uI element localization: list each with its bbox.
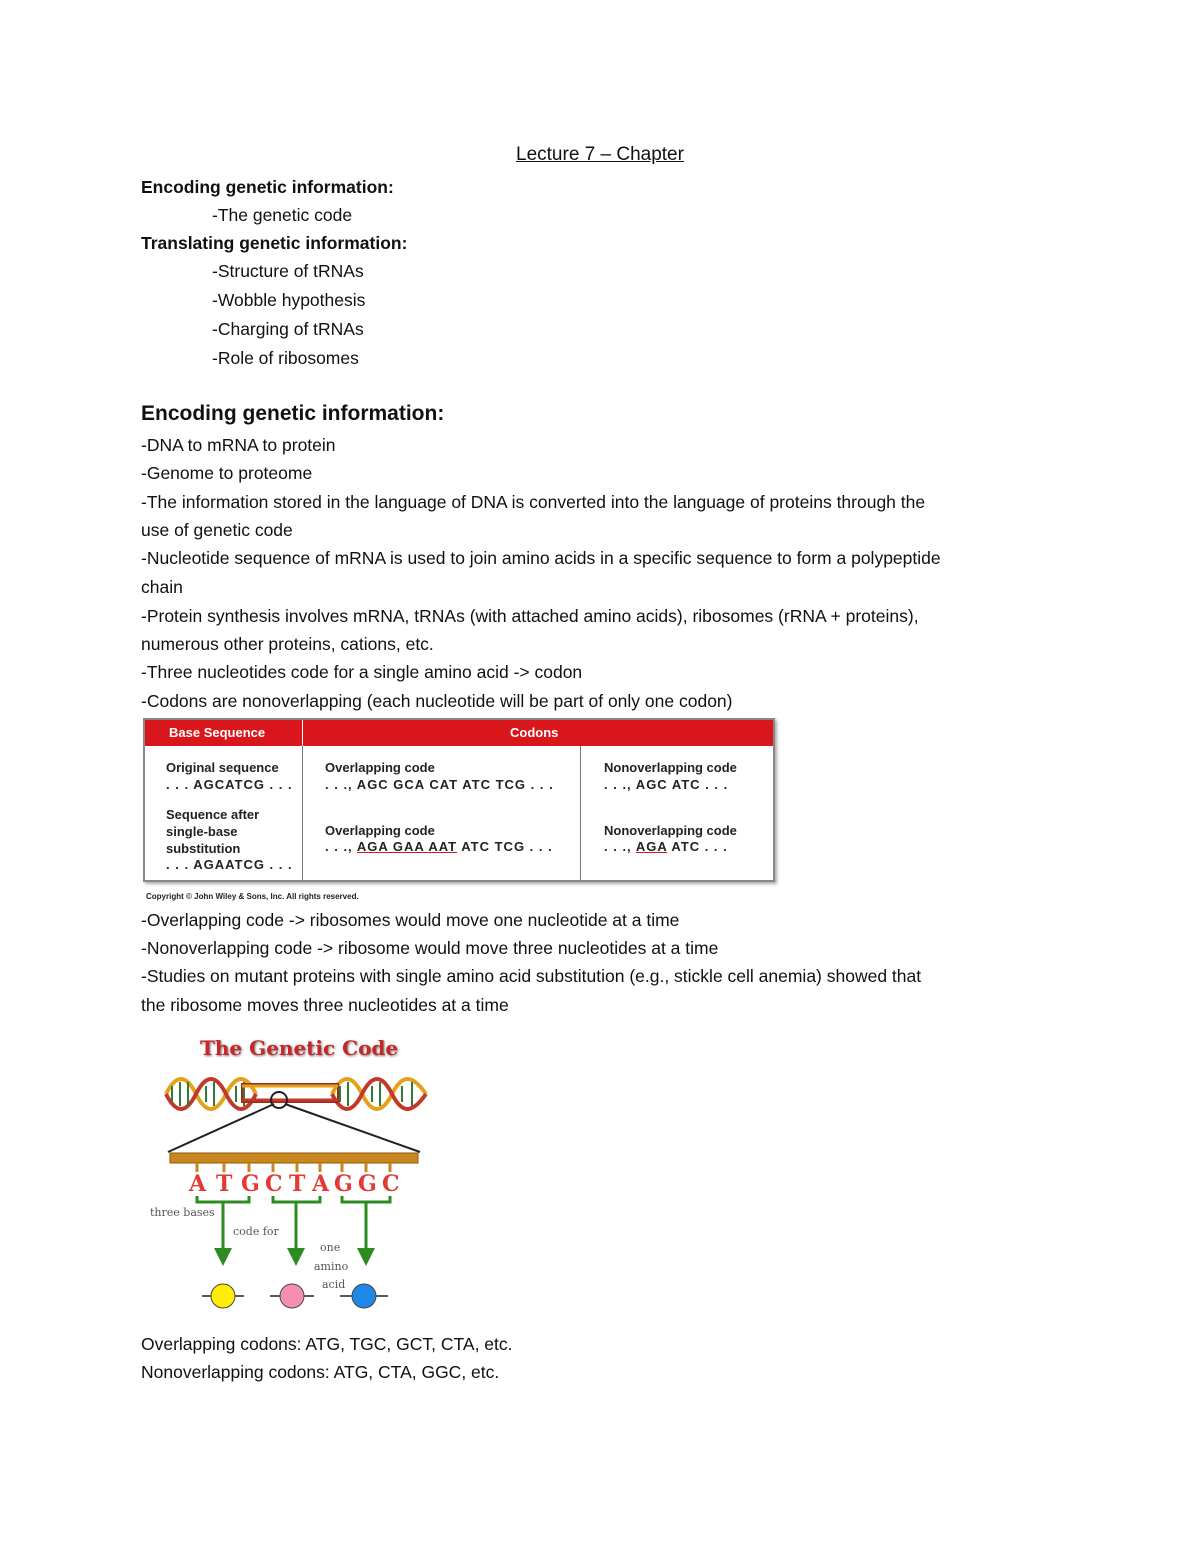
outline-heading-encoding: Encoding genetic information:: [141, 177, 394, 197]
nonoverlapping-code-value: . . ., AGC ATC . . .: [604, 777, 729, 792]
sequence-prefix: . . .,: [325, 839, 357, 854]
base-letter: A: [312, 1171, 330, 1197]
nonoverlapping-code-label: Nonoverlapping code: [604, 760, 737, 775]
base-letter: G: [241, 1171, 260, 1197]
section-line: numerous other proteins, cations, etc.: [141, 634, 434, 654]
figure-title: The Genetic Code: [200, 1036, 399, 1060]
strand-backbone: [170, 1153, 418, 1163]
label-amino: amino: [314, 1260, 349, 1273]
arrow-down-icon: [214, 1248, 232, 1266]
footer-line: Nonoverlapping codons: ATG, CTA, GGC, etc.: [141, 1362, 500, 1382]
section-line: -Genome to proteome: [141, 463, 313, 483]
overlapping-code-value: . . ., AGC GCA CAT ATC TCG . . .: [325, 777, 554, 792]
base-letter: A: [189, 1171, 207, 1197]
sequence-prefix: . . .,: [604, 839, 636, 854]
substitution-label-line: Sequence after: [166, 807, 260, 822]
section-line: -DNA to mRNA to protein: [141, 435, 336, 455]
codon-table: [143, 718, 775, 882]
original-sequence-value: . . . AGCATCG . . .: [166, 777, 293, 792]
header-codons: Codons: [510, 725, 559, 740]
base-letter: C: [382, 1171, 400, 1197]
outline-item: -Wobble hypothesis: [212, 290, 366, 310]
nonoverlapping-code-mutant-value: [604, 839, 728, 855]
substituted-sequence-value: . . . AGAATCG . . .: [166, 857, 293, 872]
body-line: the ribosome moves three nucleotides at a time: [141, 995, 509, 1015]
section-heading: Encoding genetic information:: [141, 402, 445, 425]
base-letter: T: [289, 1171, 306, 1197]
body-line: -Studies on mutant proteins with single amino acid substitution (e.g., stickle cell anemia) showed that: [141, 966, 922, 986]
outline-item: -Structure of tRNAs: [212, 261, 364, 281]
header-divider: [302, 720, 303, 746]
column-divider: [302, 746, 303, 880]
section-line: -The information stored in the language of DNA is converted into the language of proteins through the: [141, 492, 926, 512]
base-letter: G: [334, 1171, 353, 1197]
section-line: -Codons are nonoverlapping (each nucleotide will be part of only one codon): [141, 691, 733, 711]
outline-item: -Role of ribosomes: [212, 348, 359, 368]
dna-helix-icon: [166, 1079, 426, 1109]
section-line: -Nucleotide sequence of mRNA is used to join amino acids in a specific sequence to form a polypeptide: [141, 548, 941, 568]
figure-copyright: Copyright © John Wiley & Sons, Inc. All rights reserved.: [146, 892, 359, 901]
amino-acid-icon: [280, 1284, 304, 1308]
codon-table-header: [145, 720, 773, 746]
base-letter: T: [216, 1171, 233, 1197]
amino-acid-icon: [352, 1284, 376, 1308]
column-divider: [580, 746, 581, 880]
label-one: one: [320, 1241, 341, 1254]
outline-item: -The genetic code: [212, 205, 353, 225]
green-arrows-icon: [197, 1196, 390, 1252]
arrow-down-icon: [357, 1248, 375, 1266]
body-line: -Overlapping code -> ribosomes would move one nucleotide at a time: [141, 910, 680, 930]
amino-acid-icon: [211, 1284, 235, 1308]
page-title: Lecture 7 – Chapter: [516, 144, 684, 165]
base-letter: C: [265, 1171, 283, 1197]
header-base-sequence: Base Sequence: [169, 725, 266, 740]
outline-heading-translating: Translating genetic information:: [141, 233, 408, 253]
changed-codons: AGA: [635, 839, 668, 854]
overlapping-code-label: Overlapping code: [325, 823, 435, 838]
section-line: chain: [141, 577, 183, 597]
original-sequence-label: Original sequence: [166, 760, 279, 775]
substitution-label-line: single-base: [166, 824, 238, 839]
body-line: -Nonoverlapping code -> ribosome would move three nucleotides at a time: [141, 938, 719, 958]
sequence-suffix: ATC TCG . . .: [457, 839, 553, 854]
substitution-label-line: substitution: [166, 841, 241, 856]
overlapping-code-label: Overlapping code: [325, 760, 435, 775]
section-line: -Three nucleotides code for a single amino acid -> codon: [141, 662, 583, 682]
label-acid: acid: [322, 1278, 346, 1291]
base-letter: G: [358, 1171, 377, 1197]
changed-codons: AGA GAA AAT: [356, 839, 458, 854]
section-line: -Protein synthesis involves mRNA, tRNAs (with attached amino acids), ribosomes (rRNA + proteins),: [141, 606, 919, 626]
nonoverlapping-code-label: Nonoverlapping code: [604, 823, 737, 838]
section-line: use of genetic code: [141, 520, 293, 540]
overlapping-code-mutant-value: [325, 839, 553, 855]
genetic-code-figure: [150, 1034, 432, 1314]
label-three-bases: three bases: [150, 1206, 215, 1219]
footer-line: Overlapping codons: ATG, TGC, GCT, CTA, etc.: [141, 1334, 513, 1354]
arrow-down-icon: [287, 1248, 305, 1266]
label-code-for: code for: [233, 1225, 279, 1238]
outline-item: -Charging of tRNAs: [212, 319, 364, 339]
sequence-suffix: ATC . . .: [667, 839, 728, 854]
